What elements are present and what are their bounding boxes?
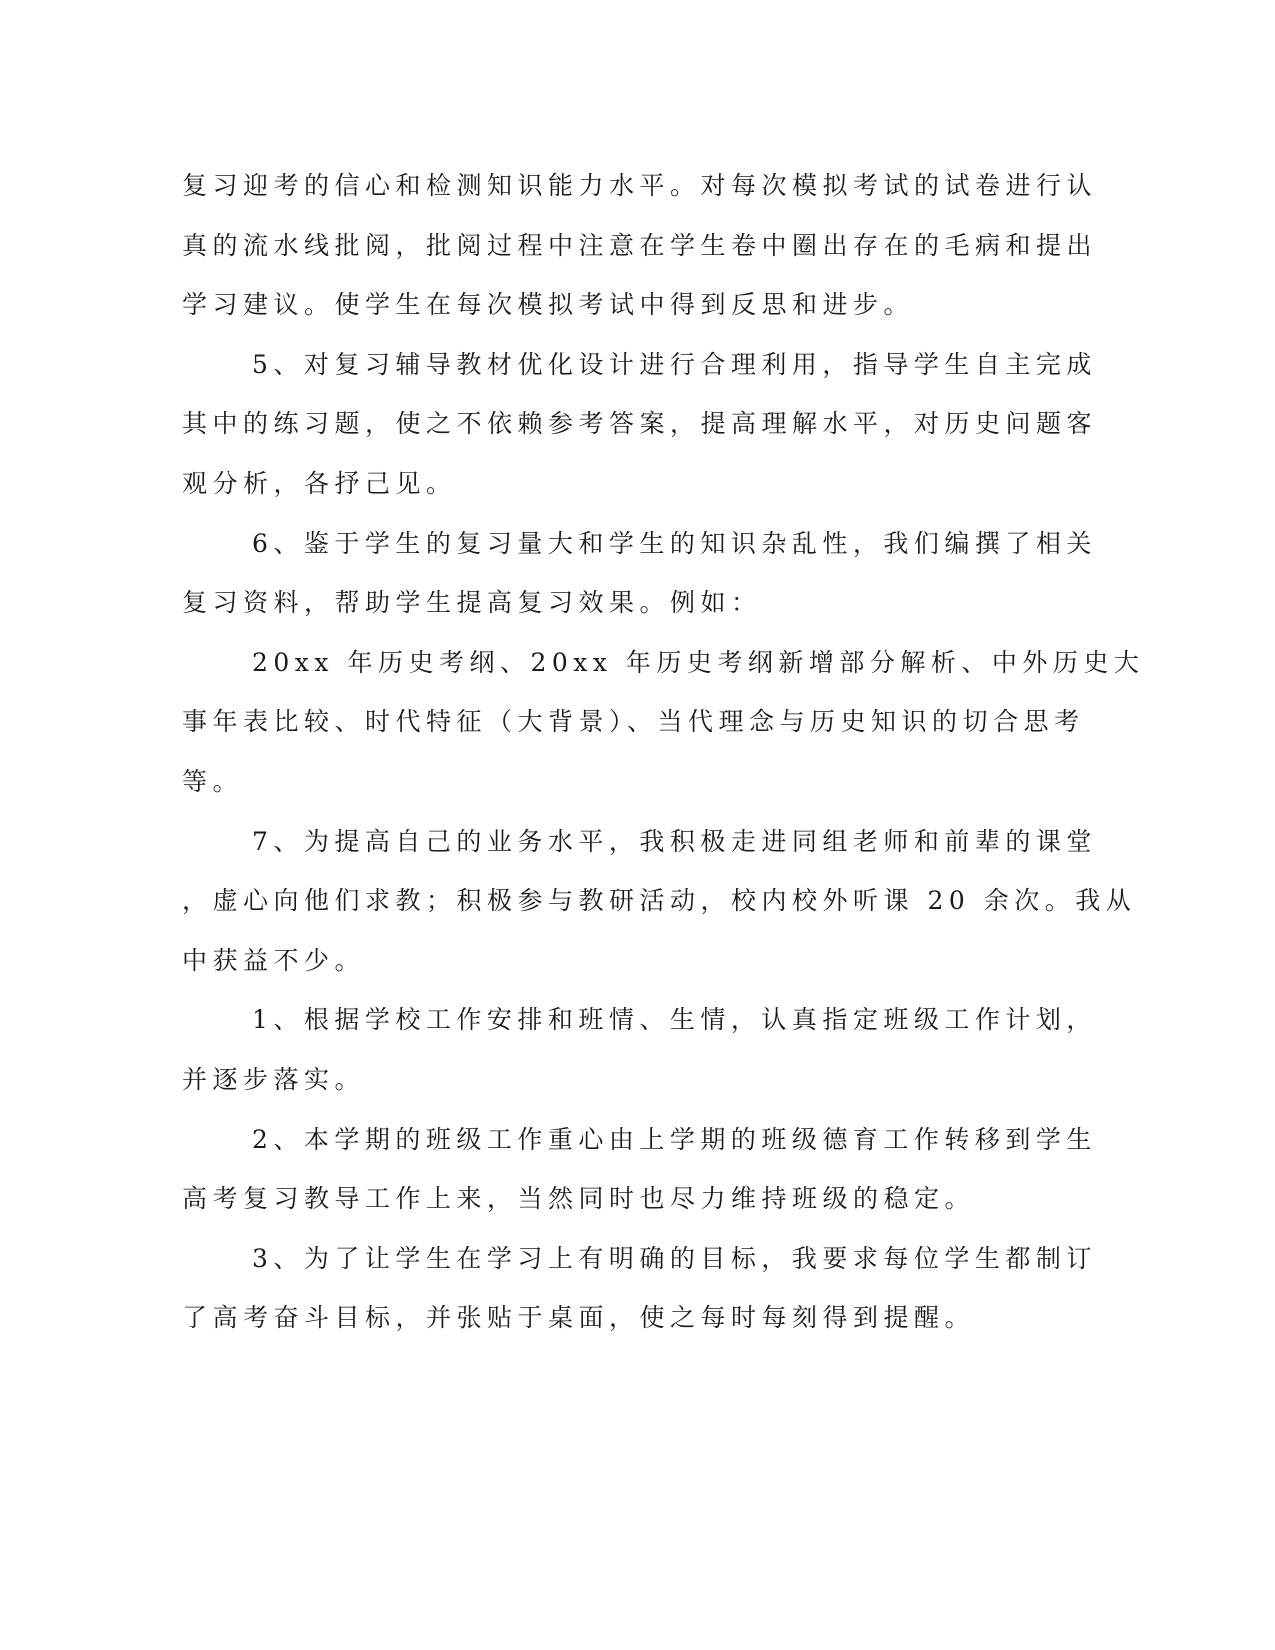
text-line: 2、本学期的班级工作重心由上学期的班级德育工作转移到学生 (252, 1124, 1097, 1154)
text-line: 5、对复习辅导教材优化设计进行合理利用，指导学生自主完成 (252, 349, 1097, 379)
text-line: 其中的练习题，使之不依赖参考答案，提高理解水平，对历史问题客 (182, 409, 1098, 439)
paragraph-class-3 (182, 1229, 1097, 1348)
text-line: 了高考奋斗目标，并张贴于桌面，使之每时每刻得到提醒。 (182, 1303, 976, 1333)
paragraph-item-7 (182, 812, 1137, 991)
text-line: ，虚心向他们求教；积极参与教研活动，校内校外听课 20 余次。我从 (182, 886, 1137, 916)
paragraph-item-5 (182, 335, 1098, 514)
text-line: 复习迎考的信心和检测知识能力水平。对每次模拟考试的试卷进行认 (182, 171, 1098, 200)
text-line: 真的流水线批阅，批阅过程中注意在学生卷中圈出存在的毛病和提出 (182, 230, 1098, 260)
text-line: 20xx 年历史考纲、20xx 年历史考纲新增部分解析、中外历史大 (252, 647, 1145, 677)
paragraph-class-2 (182, 1110, 1097, 1229)
text-line: 观分析，各抒己见。 (182, 468, 457, 498)
text-line: 高考复习教导工作上来，当然同时也尽力维持班级的稳定。 (182, 1184, 976, 1214)
text-line: 学习建议。使学生在每次模拟考试中得到反思和进步。 (182, 290, 915, 320)
text-line: 复习资料，帮助学生提高复习效果。例如： (182, 588, 762, 618)
text-line: 事年表比较、时代特征（大背景）、当代理念与历史知识的切合思考 (182, 707, 1085, 737)
text-line: 等。 (182, 766, 244, 796)
text-line: 并逐步落实。 (182, 1064, 366, 1094)
text-line: 中获益不少。 (182, 945, 366, 975)
paragraph-item-6 (182, 514, 1097, 633)
document-body (182, 156, 1145, 1348)
paragraph-class-1 (182, 990, 1097, 1109)
paragraph-continued (182, 156, 1098, 335)
text-line: 3、为了让学生在学习上有明确的目标，我要求每位学生都制订 (252, 1243, 1097, 1273)
text-line: 7、为提高自己的业务水平，我积极走进同组老师和前辈的课堂 (252, 826, 1097, 856)
paragraph-examples (182, 633, 1145, 812)
text-line: 6、鉴于学生的复习量大和学生的知识杂乱性，我们编撰了相关 (252, 528, 1097, 558)
text-line: 1、根据学校工作安排和班情、生情，认真指定班级工作计划， (252, 1005, 1097, 1035)
